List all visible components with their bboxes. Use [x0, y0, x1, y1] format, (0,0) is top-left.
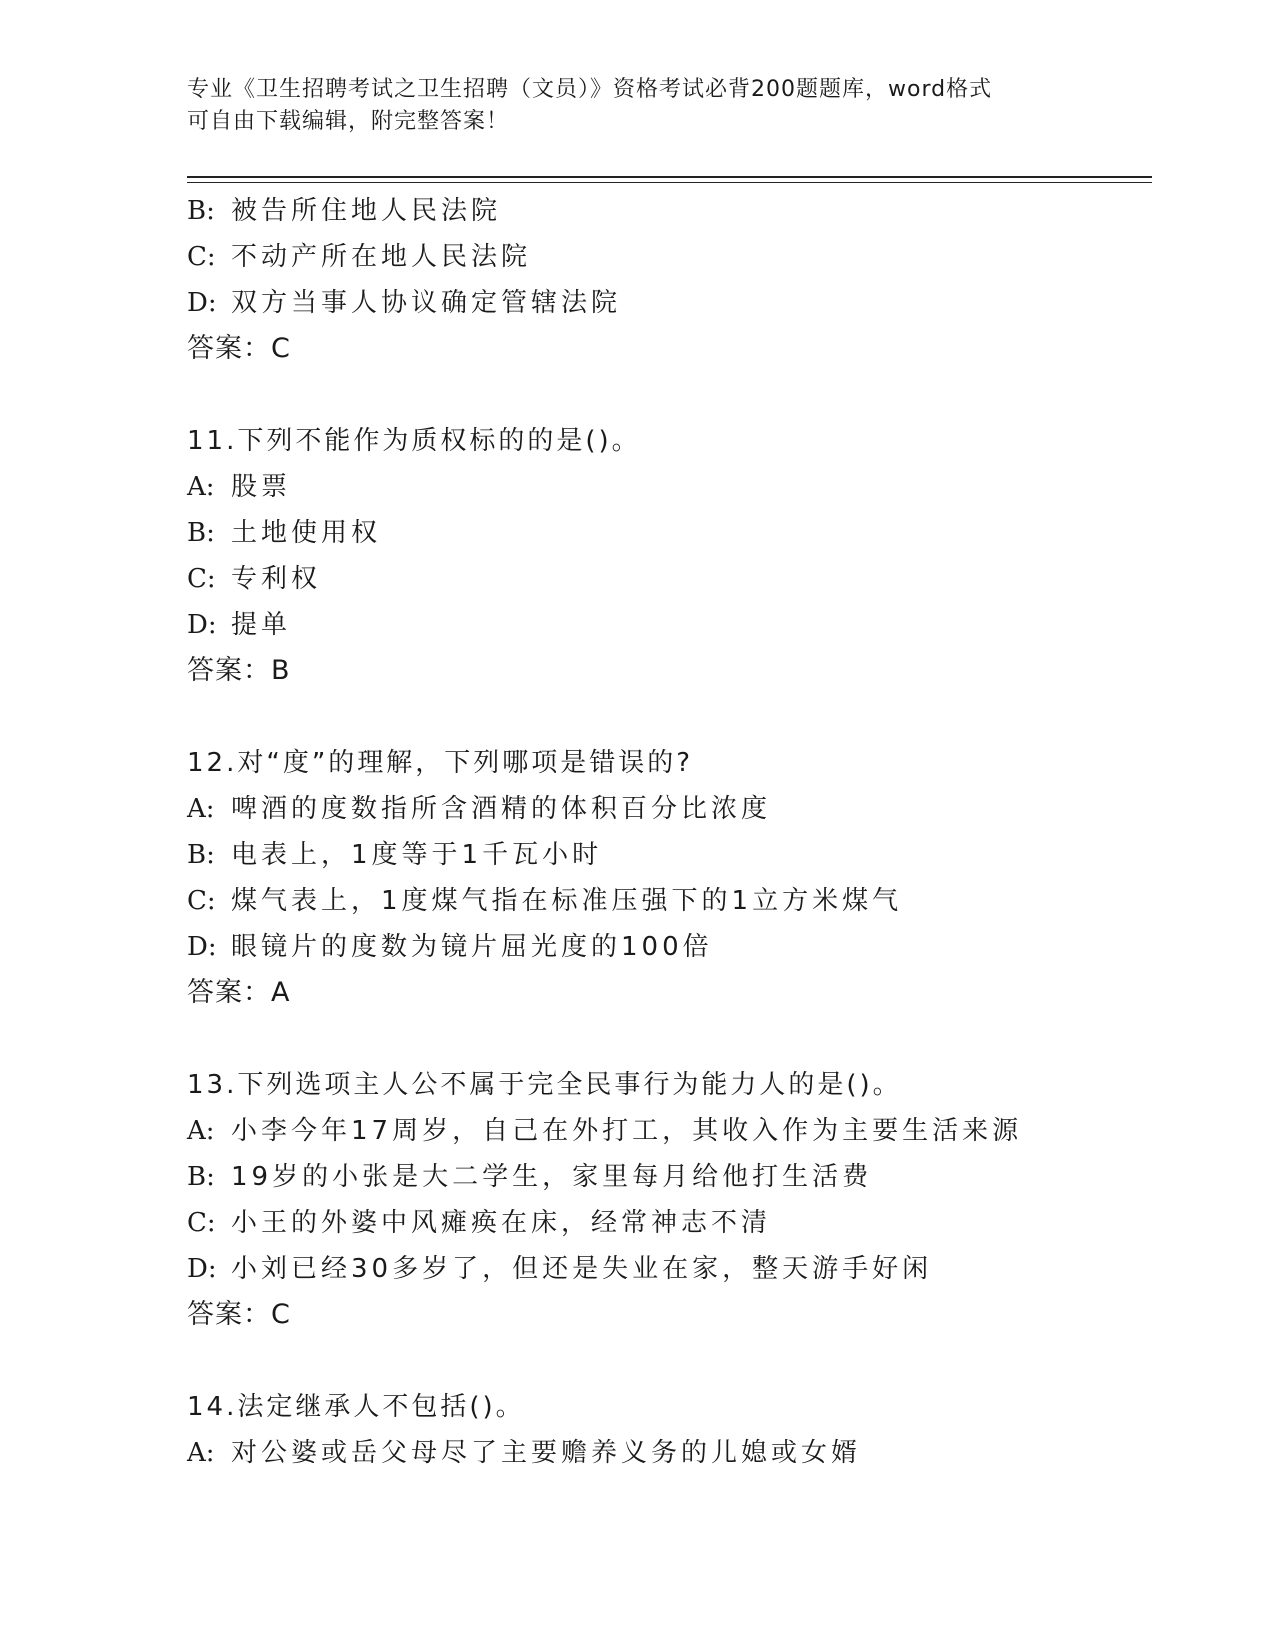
- option-text: 专利权: [231, 564, 322, 594]
- option-label: B:: [187, 840, 215, 870]
- option-label: B:: [187, 1162, 215, 1192]
- answer: 答案：B: [187, 655, 291, 686]
- question-list: [187, 188, 1147, 1476]
- option-c: [187, 878, 1147, 924]
- header-divider-thin: [187, 182, 1152, 183]
- option-text: 提单: [231, 610, 292, 640]
- option-label: A:: [187, 1116, 215, 1146]
- option-label: D:: [187, 288, 217, 318]
- option-text: 啤酒的度数指所含酒精的体积百分比浓度: [231, 794, 772, 824]
- spacer: [187, 1338, 1147, 1384]
- answer: 答案：C: [187, 333, 291, 364]
- option-a: [187, 1108, 1147, 1154]
- header-line-2: 可自由下载编辑，附完整答案！: [187, 109, 510, 134]
- option-label: A:: [187, 472, 215, 502]
- option-label: D:: [187, 932, 217, 962]
- answer: 答案：A: [187, 977, 291, 1008]
- question-title: 11.下列不能作为质权标的的是()。: [187, 426, 641, 456]
- option-d: [187, 280, 1147, 326]
- question-title: 12.对“度”的理解，下列哪项是错误的?: [187, 748, 694, 778]
- option-a: [187, 1430, 1147, 1476]
- option-label: B:: [187, 518, 215, 548]
- option-text: 小王的外婆中风瘫痪在床，经常神志不清: [231, 1208, 772, 1238]
- question-title: 13.下列选项主人公不属于完全民事行为能力人的是()。: [187, 1070, 902, 1100]
- option-text: 煤气表上，1度煤气指在标准压强下的1立方米煤气: [231, 886, 903, 916]
- option-text: 小刘已经30多岁了，但还是失业在家，整天游手好闲: [231, 1254, 933, 1284]
- option-label: D:: [187, 610, 217, 640]
- option-text: 19岁的小张是大二学生，家里每月给他打生活费: [231, 1162, 873, 1192]
- option-d: [187, 1246, 1147, 1292]
- option-a: [187, 786, 1147, 832]
- option-c: [187, 234, 1147, 280]
- question-12: [187, 740, 1147, 1016]
- header-divider-thick: [187, 176, 1152, 178]
- option-d: [187, 924, 1147, 970]
- option-c: [187, 556, 1147, 602]
- option-text: 小李今年17周岁，自己在外打工，其收入作为主要生活来源: [231, 1116, 1023, 1146]
- option-label: C:: [187, 564, 216, 594]
- option-text: 电表上，1度等于1千瓦小时: [231, 840, 603, 870]
- option-d: [187, 602, 1147, 648]
- option-text: 不动产所在地人民法院: [231, 242, 532, 272]
- spacer: [187, 694, 1147, 740]
- option-text: 眼镜片的度数为镜片屈光度的100倍: [231, 932, 713, 962]
- option-b: [187, 510, 1147, 556]
- option-label: A:: [187, 1438, 215, 1468]
- option-label: A:: [187, 794, 215, 824]
- option-a: [187, 464, 1147, 510]
- option-c: [187, 1200, 1147, 1246]
- option-label: C:: [187, 886, 216, 916]
- question-11: [187, 418, 1147, 694]
- option-label: B:: [187, 196, 215, 226]
- option-text: 被告所住地人民法院: [231, 196, 502, 226]
- document-header: [187, 74, 1087, 138]
- option-b: [187, 188, 1147, 234]
- option-text: 土地使用权: [231, 518, 382, 548]
- option-b: [187, 1154, 1147, 1200]
- answer: 答案：C: [187, 1299, 291, 1330]
- option-label: C:: [187, 1208, 216, 1238]
- option-label: C:: [187, 242, 216, 272]
- option-label: D:: [187, 1254, 217, 1284]
- question-title: 14.法定继承人不包括()。: [187, 1392, 525, 1422]
- spacer: [187, 372, 1147, 418]
- option-b: [187, 832, 1147, 878]
- option-text: 双方当事人协议确定管辖法院: [231, 288, 622, 318]
- option-text: 对公婆或岳父母尽了主要赡养义务的儿媳或女婿: [231, 1438, 862, 1468]
- question-13: [187, 1062, 1147, 1338]
- header-line-1: 专业《卫生招聘考试之卫生招聘（文员）》资格考试必背200题题库，word格式: [187, 77, 993, 102]
- question-10: [187, 188, 1147, 372]
- question-14: [187, 1384, 1147, 1476]
- option-text: 股票: [231, 472, 292, 502]
- spacer: [187, 1016, 1147, 1062]
